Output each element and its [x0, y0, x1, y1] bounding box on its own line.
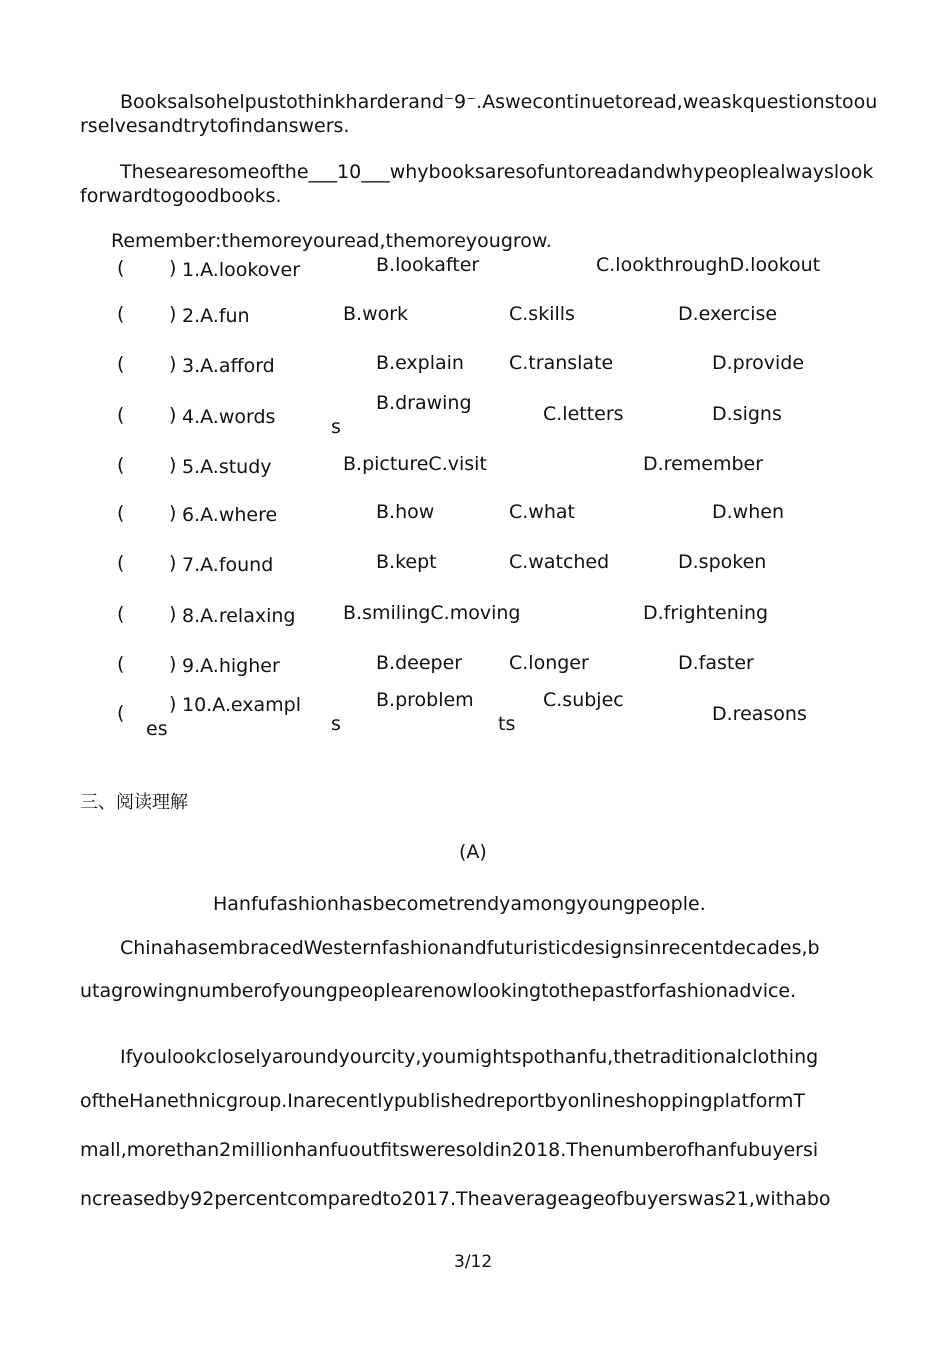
option-a: 6.A.where	[182, 504, 278, 526]
article-line: utagrowingnumberofyoungpeoplearenowlookingtothepastforfashionadvice.	[80, 980, 797, 1002]
option-b: B.work	[343, 303, 409, 325]
passage-paragraph-3: Remember:themoreyouread,themoreyougrow.	[111, 230, 552, 252]
question-10	[0, 686, 950, 740]
article-line: Ifyoulookcloselyaroundyourcity,youmightspothanfu,thetraditionalclothing	[120, 1046, 819, 1068]
option-a: 4.A.words	[182, 406, 276, 428]
option-c: C.lookthroughD.lookout	[596, 254, 821, 276]
answer-paren-close: )	[169, 653, 177, 675]
option-d: D.frightening	[643, 602, 769, 624]
option-d: D.spoken	[678, 551, 767, 573]
option-b: B.pictureC.visit	[343, 453, 487, 475]
option-a: 5.A.study	[182, 456, 272, 478]
option-c: C.what	[509, 501, 575, 523]
option-d: D.faster	[678, 652, 754, 674]
page-number: 3/12	[454, 1252, 493, 1272]
answer-paren-open[interactable]: (	[117, 653, 125, 675]
passage-paragraph-1: Booksalsohelpustothinkharderand⁻9⁻.Aswecontinuetoread,weaskquestionstoourselvesandtrytofindanswers.	[80, 91, 878, 137]
option-a: 3.A.afford	[182, 355, 275, 377]
passage-paragraph-2: Thesearesomeofthe___10___whybooksaresofuntoreadandwhypeoplealwayslookforwardtogoodbooks.	[80, 161, 874, 207]
option-a: 9.A.higher	[182, 655, 280, 677]
option-c: C.translate	[509, 352, 614, 374]
option-b: B.kept	[376, 551, 437, 573]
option-b-overflow: s	[331, 713, 341, 735]
answer-paren-open[interactable]: (	[117, 257, 125, 279]
option-d: D.when	[712, 501, 784, 523]
article-line: ChinahasembracedWesternfashionandfuturisticdesignsinrecentdecades,b	[120, 937, 820, 959]
article-line: ncreasedby92percentcomparedto2017.Theaverageageofbuyerswas21,withabo	[80, 1188, 831, 1210]
answer-paren-open[interactable]: (	[117, 353, 125, 375]
answer-paren-close: )	[169, 257, 177, 279]
answer-paren-close: )	[169, 454, 177, 476]
option-c: C.longer	[509, 652, 589, 674]
article-title: Hanfufashionhasbecometrendyamongyoungpeople.	[213, 893, 706, 915]
option-b: B.deeper	[376, 652, 463, 674]
option-b: B.lookafter	[376, 254, 480, 276]
article-line: oftheHanethnicgroup.InarecentlypublishedreportbyonlineshoppingplatformT	[80, 1090, 805, 1112]
section-heading: 三、阅读理解	[80, 792, 188, 813]
answer-paren-close: )	[169, 693, 177, 715]
answer-paren-open[interactable]: (	[117, 702, 125, 724]
answer-paren-close: )	[169, 603, 177, 625]
answer-paren-close: )	[169, 502, 177, 524]
article-line: mall,morethan2millionhanfuoutfitsweresoldin2018.Thenumberofhanfubuyersi	[80, 1139, 819, 1161]
option-c: C.watched	[509, 551, 610, 573]
section-subheading: (A)	[459, 841, 487, 863]
option-b: B.explain	[376, 352, 464, 374]
option-b: B.smilingC.moving	[343, 602, 521, 624]
option-b: B.drawing	[376, 392, 472, 414]
option-b: B.how	[376, 501, 435, 523]
option-c: C.subjec	[543, 689, 624, 711]
answer-paren-open[interactable]: (	[117, 502, 125, 524]
answer-paren-open[interactable]: (	[117, 303, 125, 325]
option-c: C.letters	[543, 403, 624, 425]
option-a: 2.A.fun	[182, 305, 250, 327]
option-d: D.provide	[712, 352, 805, 374]
option-c-overflow: ts	[498, 713, 516, 735]
option-a: 10.A.exampl	[182, 694, 302, 716]
option-a-overflow: es	[146, 718, 168, 740]
option-b: B.problem	[376, 689, 474, 711]
answer-paren-open[interactable]: (	[117, 404, 125, 426]
option-a: 8.A.relaxing	[182, 605, 296, 627]
answer-paren-open[interactable]: (	[117, 454, 125, 476]
option-d: D.signs	[712, 403, 782, 425]
answer-paren-close: )	[169, 353, 177, 375]
option-d: D.exercise	[678, 303, 778, 325]
option-c: C.skills	[509, 303, 575, 325]
option-b-overflow: s	[331, 416, 341, 438]
option-a: 7.A.found	[182, 554, 274, 576]
answer-paren-close: )	[169, 552, 177, 574]
answer-paren-open[interactable]: (	[117, 552, 125, 574]
option-d: D.reasons	[712, 703, 807, 725]
option-d: D.remember	[643, 453, 764, 475]
option-a: 1.A.lookover	[182, 259, 301, 281]
answer-paren-open[interactable]: (	[117, 603, 125, 625]
answer-paren-close: )	[169, 303, 177, 325]
answer-paren-close: )	[169, 404, 177, 426]
